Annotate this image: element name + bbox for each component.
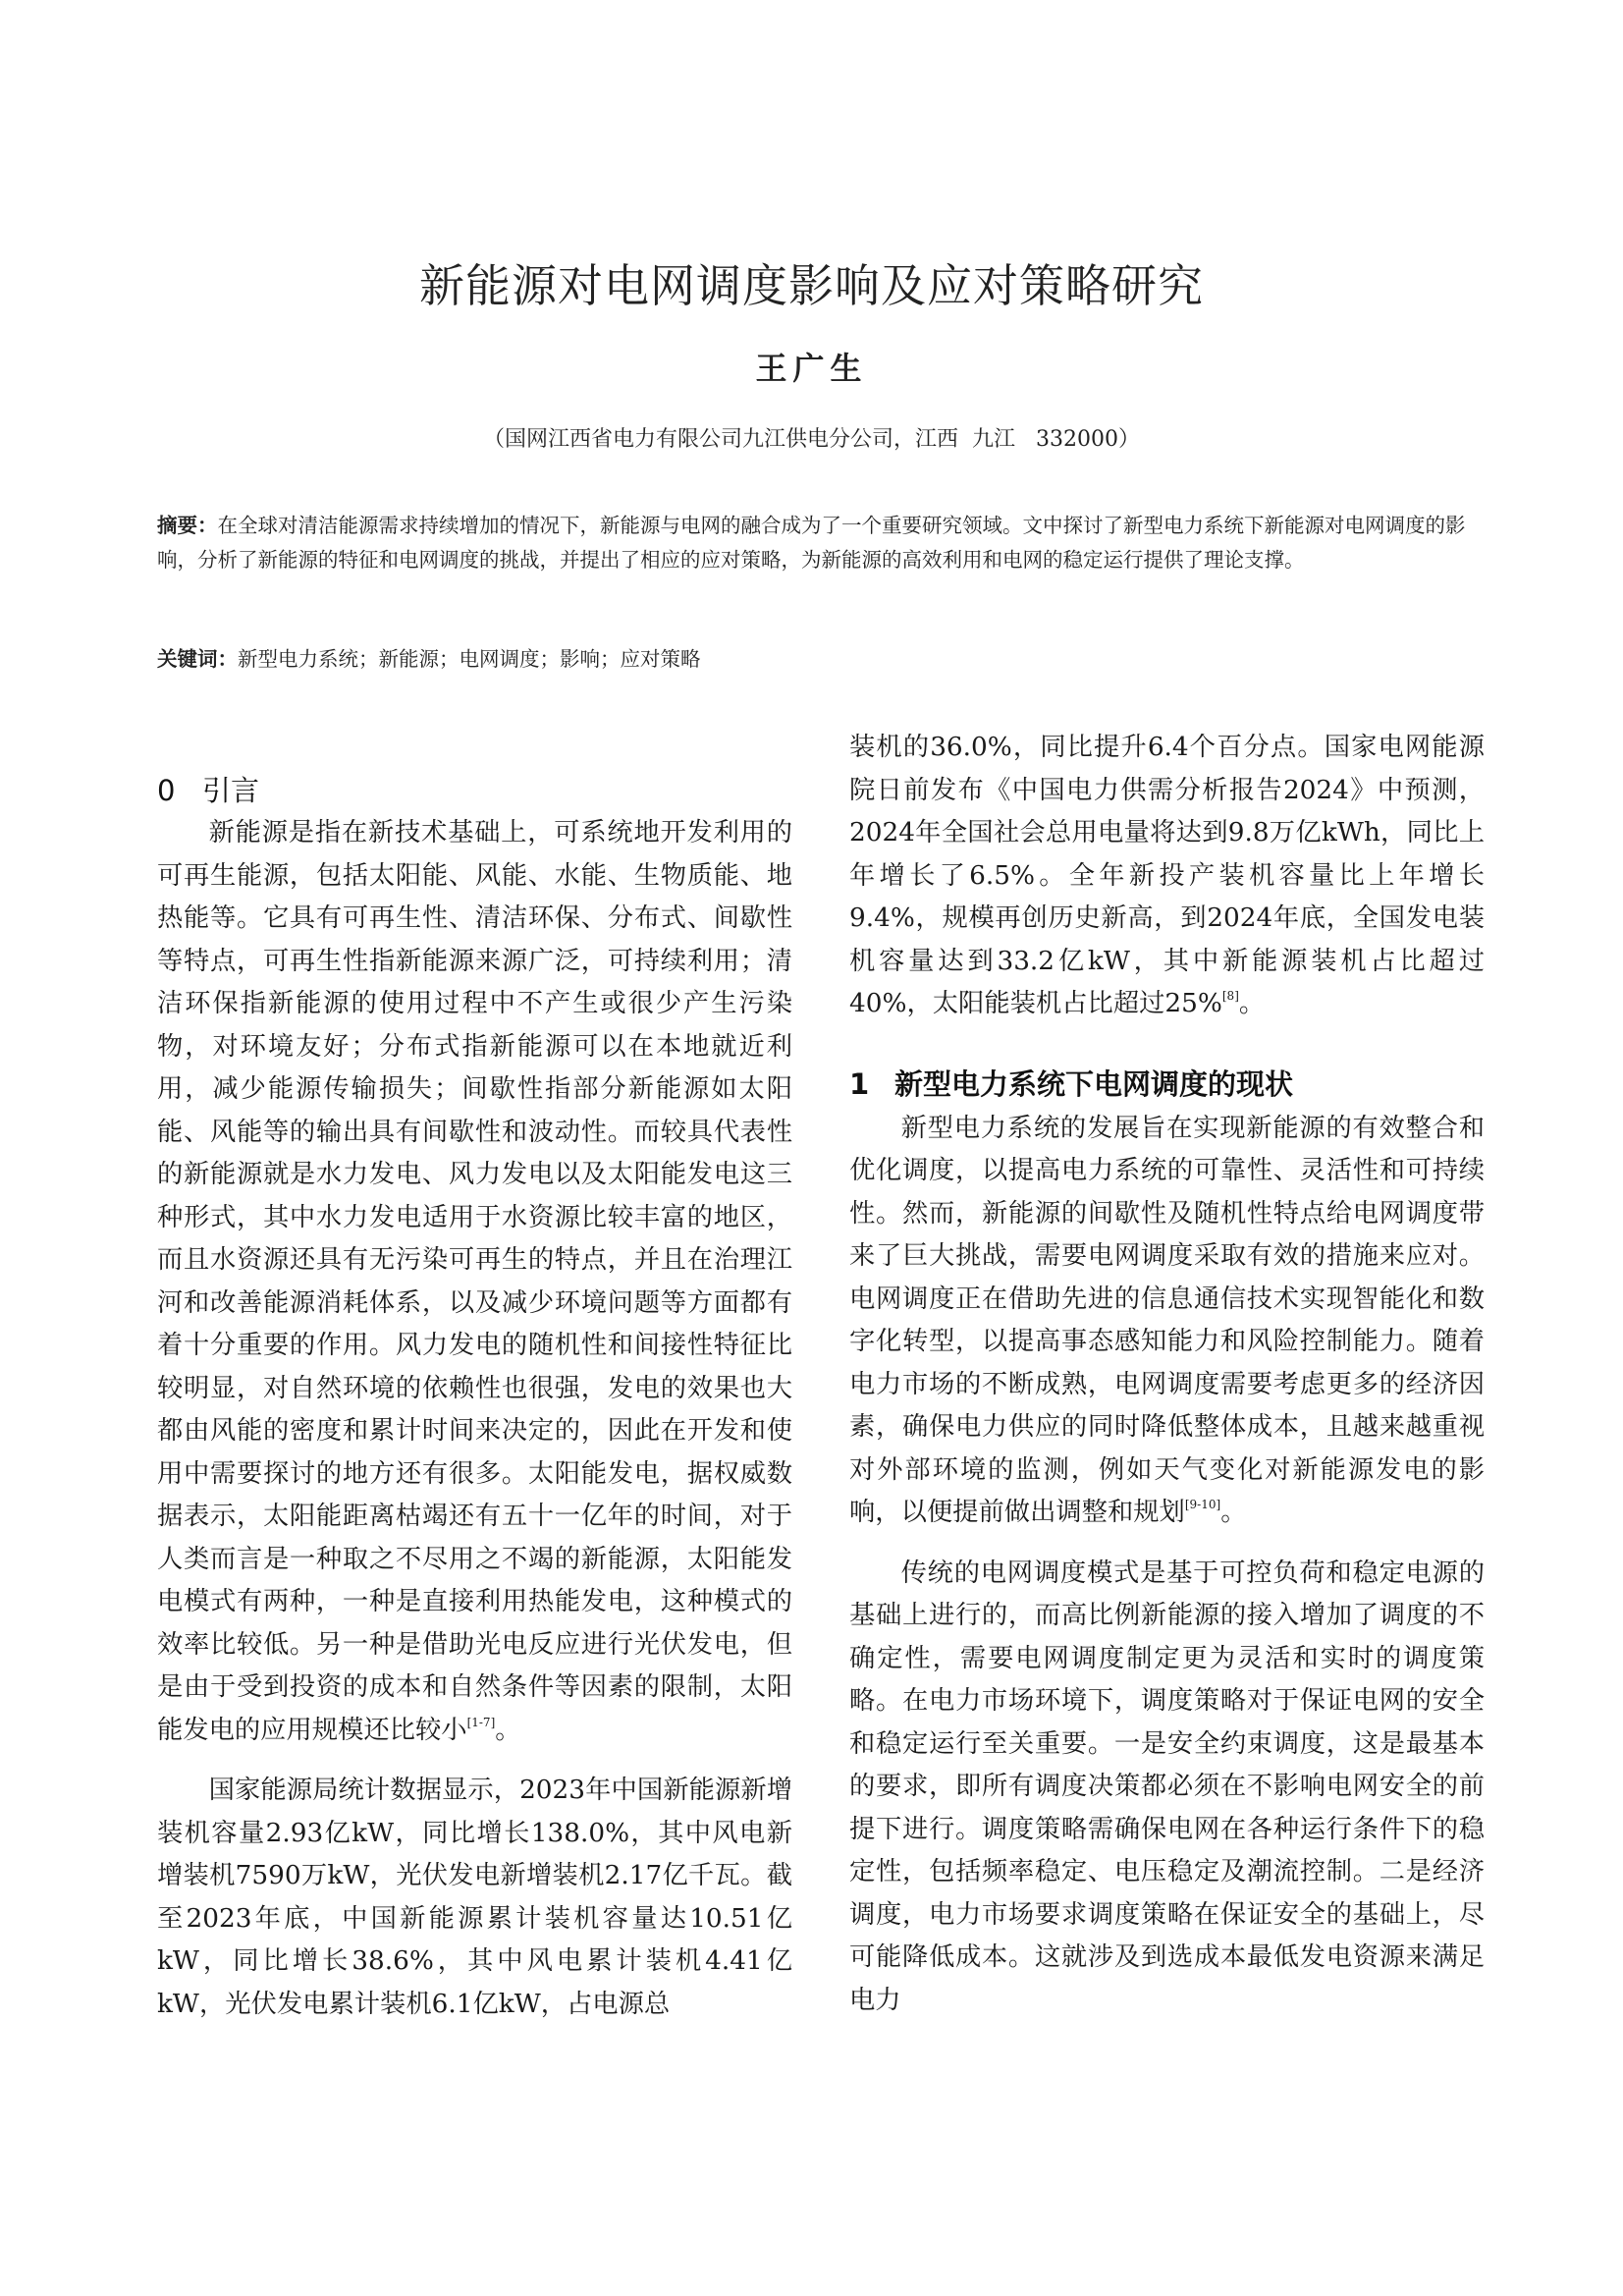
paragraph-text: 新能源是指在新技术基础上，可系统地开发利用的可再生能源，包括太阳能、风能、水能、生物质能、地热能等。它具有可再生性、清洁环保、分布式、间歇性等特点，可再生性指新能源来源广泛，可持续利用；清洁环保指新能源的使用过程中不产生或很少产生污染物，对环境友好；分布式指新能源可以在本地就近利用，减少能源传输损失；间歇性指部分新能源如太阳能、风能等的输出具有间歇性和波动性。而较具代表性的新能源就是水力发电、风力发电以及太阳能发电这三种形式，其中水力发电适用于水资源比较丰富的地区，而且水资源还具有无污染可再生的特点，并且在治理江河和改善能源消耗体系，以及减少环境问题等方面都有着十分重要的作用。风力发电的随机性和间接性特征比较明显，对自然环境的依赖性也很强，发电的效果也大都由风能的密度和累计时间来决定的，因此在开发和使用中需要探讨的地方还有很多。太阳能发电，据权威数据表示，太阳能距离枯竭还有五十一亿年的时间，对于人类而言是一种取之不尽用之不竭的新能源，太阳能发电模式有两种，一种是直接利用热能发电，这种模式的效率比较低。另一种是借助光电反应进行光伏发电，但是由于受到投资的成本和自然条件等因素的限制，太阳能发电的应用规模还比较小 [157,818,792,1745]
section-1-title: 新型电力系统下电网调度的现状 [894,1066,1294,1101]
citation: [8] [1221,989,1239,1003]
right-column [849,727,1485,2022]
section-1-heading [849,1064,1485,1106]
keywords [157,642,1483,677]
citation: [9-10] [1184,1498,1221,1511]
section-1-paragraph-2: 传统的电网调度模式是基于可控负荷和稳定电源的基础上进行的，而高比例新能源的接入增加了调度的不确定性，需要电网调度制定更为灵活和实时的调度策略。在电力市场环境下，调度策略对于保证电网的安全和稳定运行至关重要。一是安全约束调度，这是最基本的要求，即所有调度决策都必须在不影响电网安全的前提下进行。调度策略需确保电网在各种运行条件下的稳定性，包括频率稳定、电压稳定及潮流控制。二是经济调度，电力市场要求调度策略在保证安全的基础上，尽可能降低成本。这就涉及到选成本最低发电资源来满足电力 [849,1558,1485,2015]
paragraph-text: 新型电力系统的发展旨在实现新能源的有效整合和优化调度，以提高电力系统的可靠性、灵活性和可持续性。然而，新能源的间歇性及随机性特点给电网调度带来了巨大挑战，需要电网调度采取有效的措施来应对。电网调度正在借助先进的信息通信技术实现智能化和数字化转型，以提高事态感知能力和风险控制能力。随着电力市场的不断成熟，电网调度需要考虑更多的经济因素，确保电力供应的同时降低整体成本，且越来越重视对外部环境的监测，例如天气变化对新能源发电的影响，以便提前做出调整和规划 [849,1113,1485,1527]
section-1-paragraph-1 [849,1108,1485,1535]
section-0-heading [157,770,792,812]
left-column [157,727,792,2026]
section-0-paragraph-2-continued [849,727,1485,1026]
section-0-number: 0 [157,774,176,807]
paragraph-end: 。 [1238,989,1266,1018]
affiliation: （国网江西省电力有限公司九江供电分公司，江西 九江 332000） [483,427,1140,452]
paragraph-end: 。 [1220,1498,1247,1527]
author-name: 王广生 [755,350,868,387]
citation: [1-7] [466,1715,496,1729]
section-0-paragraph-1 [157,812,792,1752]
abstract-label: 摘要： [157,514,218,537]
paragraph-end: 。 [495,1715,521,1745]
section-0-title: 引言 [202,774,260,807]
abstract-text: 在全球对清洁能源需求持续增加的情况下，新能源与电网的融合成为了一个重要研究领域。文中探讨了新型电力系统下新能源对电网调度的影响，分析了新能源的特征和电网调度的挑战，并提出了相应的应对策略，为新能源的高效利用和电网的稳定运行提供了理论支撑。 [157,514,1466,572]
paragraph-text: 装机的36.0%，同比提升6.4个百分点。国家电网能源院日前发布《中国电力供需分析报告2024》中预测，2024年全国社会总用电量将达到9.8万亿kWh，同比上年增长了6.5%。全年新投产装机容量比上年增长9.4%，规模再创历史新高，到2024年底，全国发电装机容量达到33.2亿kW，其中新能源装机占比超过40%，太阳能装机占比超过25% [849,733,1485,1018]
abstract [157,509,1483,577]
section-1-number: 1 [849,1066,870,1101]
keywords-text: 新型电力系统；新能源；电网调度；影响；应对策略 [238,647,701,671]
section-0-paragraph-2: 国家能源局统计数据显示，2023年中国新能源新增装机容量2.93亿kW，同比增长138.0%，其中风电新增装机7590万kW，光伏发电新增装机2.17亿千瓦。截至2023年底，中国新能源累计装机容量达10.51亿kW，同比增长38.6%，其中风电累计装机4.41亿kW，光伏发电累计装机6.1亿kW，占电源总 [157,1776,792,2019]
keywords-label: 关键词： [157,647,238,671]
paper-title: 新能源对电网调度影响及应对策略研究 [419,259,1204,312]
